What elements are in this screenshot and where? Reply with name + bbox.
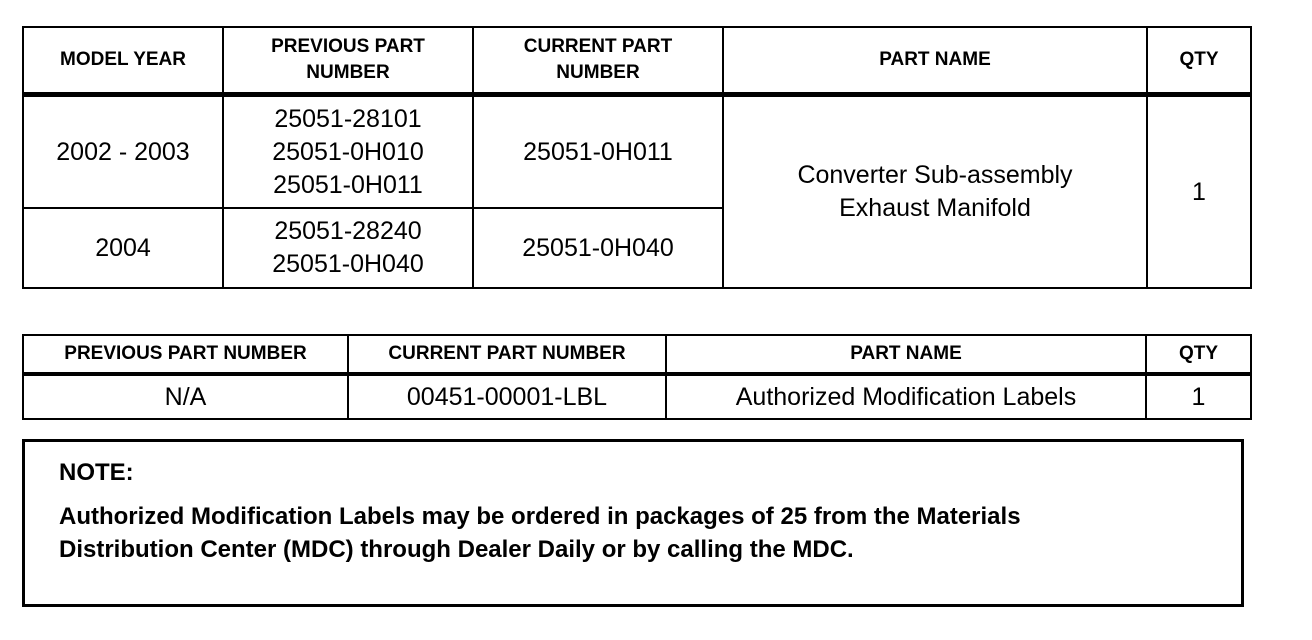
note-text: Authorized Modification Labels may be ordered in packages of 25 from the Materials Distribution Center (MDC) through Dealer Daily or by calling the MDC. xyxy=(59,503,1021,563)
part-name-line2: Exhaust Manifold xyxy=(839,194,1031,222)
qty-cell: 1 xyxy=(1146,374,1251,419)
label-table xyxy=(22,334,1252,420)
header-previous-part-number: PREVIOUS PART NUMBER xyxy=(23,335,348,374)
previous-part-number: 25051-0H011 xyxy=(273,170,423,199)
header-part-name: PART NAME xyxy=(666,335,1146,374)
header-part-name: PART NAME xyxy=(723,27,1147,95)
header-current-part-number: CURRENT PART NUMBER xyxy=(348,335,666,374)
note-box xyxy=(22,439,1244,607)
current-part-number-cell: 00451-00001-LBL xyxy=(348,374,666,419)
current-part-number-cell: 25051-0H011 xyxy=(473,95,723,209)
parts-table-header-row xyxy=(23,27,1251,95)
part-name-line1: Converter Sub-assembly xyxy=(797,161,1073,189)
note-title: NOTE: xyxy=(59,459,134,486)
label-table-header-row xyxy=(23,335,1251,374)
current-part-number-cell: 25051-0H040 xyxy=(473,208,723,288)
header-qty: QTY xyxy=(1147,27,1251,95)
model-year-cell: 2004 xyxy=(23,208,223,288)
previous-part-number-cell: N/A xyxy=(23,374,348,419)
header-model-year: MODEL YEAR xyxy=(23,27,223,95)
header-previous-part-number-line2: NUMBER xyxy=(306,62,390,83)
header-current-part-number xyxy=(473,27,723,95)
table-row xyxy=(23,374,1251,419)
header-previous-part-number-line1: PREVIOUS PART xyxy=(271,36,425,57)
header-qty: QTY xyxy=(1146,335,1251,374)
previous-part-numbers-cell xyxy=(223,208,473,288)
header-current-part-number-line1: CURRENT PART xyxy=(523,36,673,57)
qty-cell: 1 xyxy=(1147,95,1251,289)
model-year-cell: 2002 - 2003 xyxy=(23,95,223,209)
parts-table xyxy=(22,26,1252,289)
previous-part-number: 25051-28240 xyxy=(274,217,422,245)
header-current-part-number-line2: NUMBER xyxy=(556,62,640,83)
previous-part-number: 25051-0H040 xyxy=(272,250,424,278)
previous-part-number: 25051-28101 xyxy=(274,104,422,133)
previous-part-number: 25051-0H010 xyxy=(272,137,424,166)
part-name-cell: Authorized Modification Labels xyxy=(666,374,1146,419)
previous-part-numbers-cell xyxy=(223,95,473,209)
table-row xyxy=(23,95,1251,209)
part-name-cell xyxy=(723,95,1147,289)
header-previous-part-number xyxy=(223,27,473,95)
